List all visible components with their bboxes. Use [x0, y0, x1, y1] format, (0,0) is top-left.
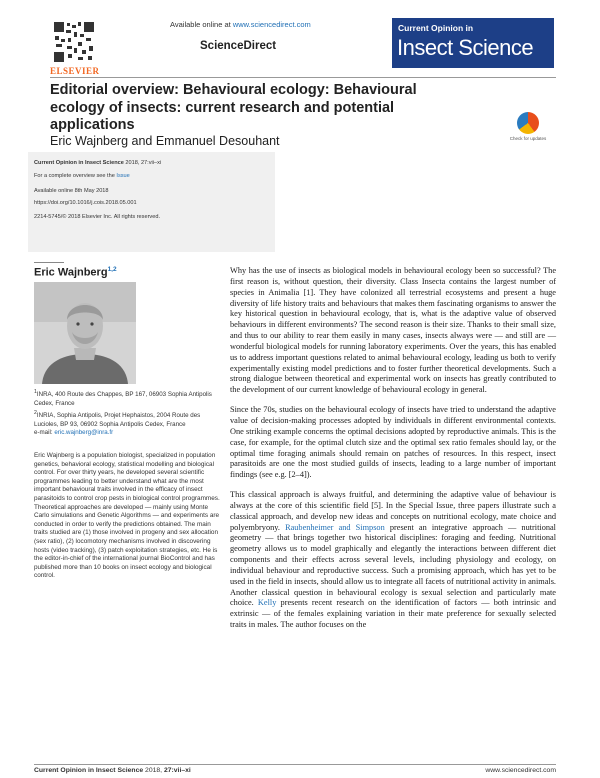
article-title: Editorial overview: Behavioural ecology: Behavioural ecology of insects: current research and potential applications	[50, 82, 417, 133]
bio-name	[34, 266, 117, 279]
author-portrait-icon	[34, 282, 136, 384]
body-paragraph-3: This classical approach is always fruitful, and determining the adaptive value of behaviour is always at the core of this scientific field [5]. In the Special Issue, three papers illustrate such a classical approach, and develop new ideas and concepts on nutritional ecology, mate choice and polyembryony. Raubenheimer and Simpson present an integrative approach — nutritional geometry — that brings together two historical disciplines: foraging and feeding. Nutritional geometry allows us to model graphically and elegantly the interactions between different diet components and their effects across several levels, including physiology and ecology, on individual behaviour and reproductive success. Such a promising approach, which has yet to be used in the field in insects, should allow us to integrate all facets of nutritional activity in animals. Another classical question in behavioural ecology is sexual selection and particularly mate choice. Kelly presents recent research on the identification of factors — both intrinsic and extrinsic — of the females explaining variation in their mate preference for sexually selected traits in males. The author focuses on the	[230, 490, 556, 630]
header-divider	[50, 77, 556, 78]
body-paragraph-2: Since the 70s, studies on the behavioural ecology of insects have tried to understand the adaptive value of decision-making processes adopted by individuals in different environmental contexts. One striking example concerns the optimal decisions adopted by reproductive animals. This is the case, for example, for the optimal clutch size and the optimal sex ratio females should lay, or the optimal time foraging animals should remain on patches of resources. In this respect, insect parasitoids are one the most studied guilds of insects, leading to a large number of important findings (see e.g. [2–4]).	[230, 405, 556, 480]
author-email	[34, 429, 224, 438]
info-overview-prefix: For a complete overview see the	[34, 173, 115, 179]
crossmark-label: Check for updates	[509, 136, 547, 141]
footer-journal: Current Opinion in Insect Science	[34, 767, 144, 774]
bio-name-sup: 1,2	[107, 266, 117, 273]
article-body	[230, 266, 556, 640]
article-authors: Eric Wajnberg and Emmanuel Desouhant	[50, 134, 280, 148]
availability-line	[170, 20, 311, 29]
sciencedirect-wordmark: ScienceDirect	[200, 40, 277, 52]
affiliation-1: $^1$INRA, 400 Route des Chappes, BP 167, 06903 Sophia Antipolis Cedex, France	[34, 389, 212, 407]
journal-banner	[392, 18, 554, 68]
journal-banner-line2: Insect Science	[397, 35, 534, 60]
affiliation-2: $^2$INRIA, Sophia Antipolis, Projet Hephaistos, 2004 Route des Lucioles, BP 93, 06902 Sophia Antipolis Cedex, France	[34, 409, 201, 428]
footer-url[interactable]: www.sciencedirect.com	[485, 767, 556, 774]
elsevier-tree-logo-icon	[52, 20, 96, 64]
sciencedirect-link[interactable]: www.sciencedirect.com	[232, 20, 311, 29]
footer-divider	[34, 764, 556, 765]
available-prefix: Available online at	[170, 20, 231, 29]
info-available: Available online 8th May 2018	[34, 188, 109, 194]
email-link[interactable]: eric.wajnberg@inra.fr	[54, 429, 114, 437]
journal-banner-line1: Current Opinion in	[398, 23, 474, 33]
issue-link[interactable]: Issue	[116, 173, 130, 179]
bio-name-text: Eric Wajnberg	[34, 266, 108, 279]
publisher-name: ELSEVIER	[50, 66, 100, 76]
author-biography: Eric Wajnberg is a population biologist, specialized in population genetics, behavioral ecology, statistical modelling and biological control. For over thirty years, he developed several scientific programmes leading to better understand what are the most important behavioural traits involved in the efficacy of insect parasitoids to control crop pests in biological control programmes. Theoretical approaches are developed — mainly using Monte Carlo simulations and Genetic Algorithms — and experiments are conducted in order to verify the predictions obtained. The main traits studied are (1) those involved in progeny and sex allocation (sex ratio), (2) locomotory mechanisms involved in discovering hosts (video tracking), (3) patch exploitation strategies, etc. He is the editor-in-chief of the international journal BioControl and has published more than 10 books on insect ecology and biological control.	[34, 452, 220, 580]
footer-citation	[34, 767, 191, 774]
footer-year: 2018,	[145, 767, 163, 774]
footer-pages: 27:vii–xi	[163, 767, 191, 774]
author-affiliations	[34, 388, 224, 438]
info-journal: Current Opinion in Insect Science	[34, 160, 124, 166]
info-citation-pages: 2018, 27:vii–xi	[125, 160, 162, 166]
kelly-link[interactable]: Kelly	[257, 598, 277, 608]
doi-link[interactable]: https://doi.org/10.1016/j.cois.2018.05.001	[34, 200, 137, 206]
body-paragraph-1: Why has the use of insects as biological models in behavioural ecology been so successful? The first reason is, without question, their diversity. Class Insecta contains the largest number of species in Animalia [1]. They have colonized all terrestrial ecosystems and present a huge diversity of life history traits and behaviours that makes them fascinating organisms to answer the key historical question in behavioural ecology, that is, what is the adaptive value of observed behaviours in different environments? The second reason is their size. Thanks to their small size, and thus to our ability to rear them easily in many cases, insects always were — and still are — wonderful biological models for running laboratory experiments. Over the years, this has enabled us to address important questions related to animal behavioural ecology, leading us both to verify experimentally existing model predictions and to foster further theoretical developments. Such a strong dialogue between theoretical and experimental work on insects has greatly contributed to the development of our current knowledge of behavioural ecology in general.	[230, 266, 556, 395]
crossmark-icon	[517, 112, 539, 134]
email-label: e-mail:	[34, 429, 53, 437]
crossmark-badge[interactable]	[508, 112, 548, 141]
info-citation	[34, 160, 161, 166]
info-copyright: 2214-5745/© 2018 Elsevier Inc. All rights reserved.	[34, 214, 161, 220]
info-overview	[34, 173, 130, 179]
author-photo	[34, 282, 136, 384]
bio-rule	[34, 262, 64, 263]
raubenheimer-link[interactable]: Raubenheimer and Simpson	[285, 522, 385, 532]
